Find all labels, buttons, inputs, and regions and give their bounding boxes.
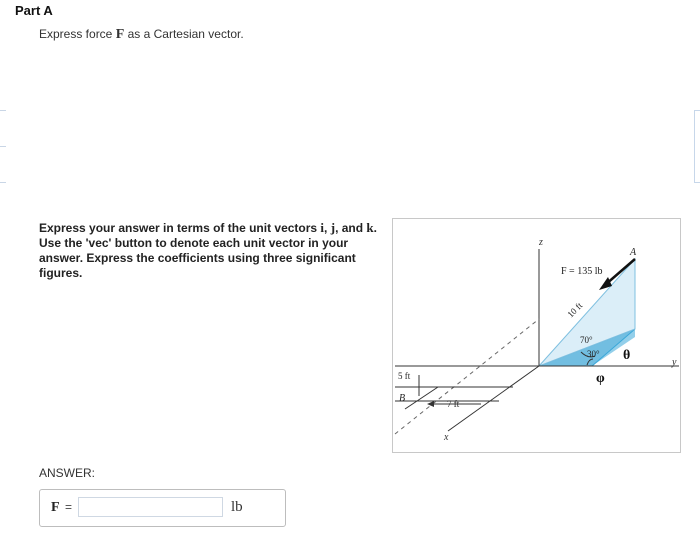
y-axis-label: y — [672, 357, 677, 368]
dim-5ft-label: 5 ft — [398, 371, 411, 381]
point-a-label: A — [630, 247, 637, 258]
unit-vector-i: i — [320, 220, 325, 235]
instructions-sep1: , — [324, 221, 331, 235]
instructions-text2: . Use the 'vec' button to denote each unit vector in your answer. Express the coefficients using three significant figures. — [39, 221, 377, 280]
unit-vector-j: j — [330, 220, 336, 235]
answer-input[interactable] — [78, 497, 223, 517]
dashed-line — [395, 319, 539, 434]
answer-label: ANSWER: — [39, 466, 96, 480]
unit-label: lb — [231, 499, 243, 515]
length-10ft-label: 10 ft — [565, 300, 585, 320]
left-edge-mark — [0, 146, 6, 147]
instructions-sep2: , and — [335, 221, 367, 235]
unit-vector-k: k — [366, 220, 374, 235]
x-axis — [448, 366, 539, 431]
figure-diagram — [393, 219, 682, 454]
left-edge-mark — [0, 182, 6, 183]
angle-70-label: 70° — [580, 335, 593, 345]
instructions-text1: Express your answer in terms of the unit vectors — [39, 221, 321, 235]
answer-variable: F — [51, 500, 60, 515]
problem-figure — [392, 218, 681, 453]
left-edge-mark — [0, 110, 6, 111]
x-axis-label: x — [444, 432, 449, 443]
dim-7ft-label: 7 ft — [447, 399, 460, 409]
handwritten-phi-mark: φ — [596, 371, 605, 386]
dim-7ft-arrow — [427, 401, 434, 407]
question-prompt — [39, 27, 244, 43]
part-title: Part A — [15, 3, 53, 18]
answer-box — [39, 489, 286, 527]
force-label: F = 135 lb — [561, 266, 603, 277]
handwritten-theta-mark: θ — [623, 348, 631, 363]
toolbar-edge — [694, 110, 700, 183]
angle-30-label: 30° — [587, 349, 600, 359]
answer-instructions — [39, 220, 384, 281]
point-b-label: B — [399, 393, 406, 404]
z-axis-label: z — [539, 237, 543, 248]
prompt-suffix: as a Cartesian vector. — [124, 27, 244, 41]
prompt-symbol: F — [115, 27, 125, 42]
prompt-prefix: Express force — [39, 27, 116, 41]
equals-sign: = — [65, 500, 73, 514]
